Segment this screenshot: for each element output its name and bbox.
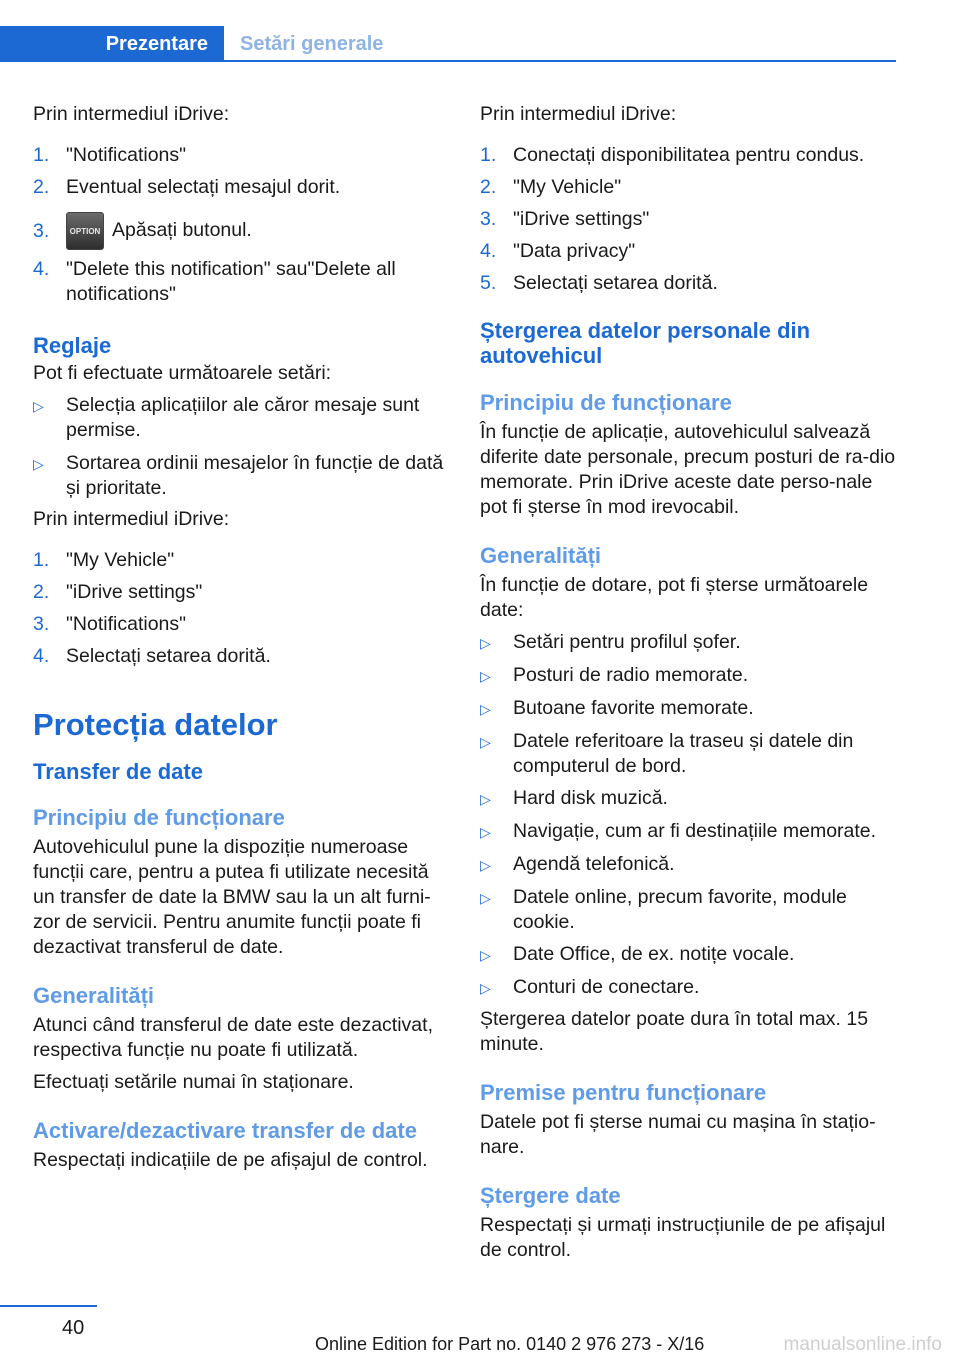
bullet-list bbox=[33, 393, 451, 501]
section-tab-prezentare[interactable]: Prezentare bbox=[0, 26, 224, 62]
triangle-bullet-icon: ▷ bbox=[480, 791, 491, 807]
subsection-heading: Generalități bbox=[480, 543, 602, 568]
body-text: Pot fi efectuate următoarele setări: bbox=[33, 362, 332, 384]
step-text: "My Vehicle" bbox=[66, 549, 175, 571]
list-item bbox=[480, 696, 898, 722]
triangle-bullet-icon: ▷ bbox=[480, 635, 491, 651]
subsection-heading: Generalități bbox=[33, 983, 155, 1008]
watermark: manualsonline.info bbox=[783, 1334, 942, 1355]
step-text: "Data privacy" bbox=[513, 240, 636, 262]
step-text: Selectați setarea dorită. bbox=[66, 645, 271, 667]
left-column bbox=[33, 102, 451, 1173]
subsection-heading: Principiu de funcționare bbox=[480, 390, 732, 415]
list-item bbox=[480, 975, 898, 1001]
intro-text: Prin intermediul iDrive: bbox=[33, 508, 230, 530]
list-item bbox=[480, 885, 898, 935]
list-item bbox=[480, 852, 898, 878]
list-item bbox=[33, 548, 451, 573]
subsection-heading: Activare/dezactivare transfer de date bbox=[33, 1118, 417, 1143]
step-text: Conectați disponibilitatea pentru condus. bbox=[513, 144, 865, 166]
step-text: Selectați setarea dorită. bbox=[513, 272, 718, 294]
list-item bbox=[33, 143, 451, 168]
step-number: 4. bbox=[480, 240, 497, 262]
triangle-bullet-icon: ▷ bbox=[33, 456, 44, 472]
list-item bbox=[480, 786, 898, 812]
list-item bbox=[33, 393, 451, 443]
list-item bbox=[480, 207, 898, 232]
option-button-icon: OPTION bbox=[66, 212, 104, 250]
edition-text: Online Edition for Part no. 0140 2 976 273 - X/16 bbox=[315, 1334, 705, 1354]
list-item bbox=[480, 143, 898, 168]
step-number: 3. bbox=[33, 219, 50, 242]
bullet-text: Butoane favorite memorate. bbox=[513, 697, 754, 719]
list-item bbox=[480, 175, 898, 200]
steps-list bbox=[480, 143, 898, 296]
triangle-bullet-icon: ▷ bbox=[480, 701, 491, 717]
triangle-bullet-icon: ▷ bbox=[480, 890, 491, 906]
list-item bbox=[480, 630, 898, 656]
page-header bbox=[0, 26, 896, 62]
list-item bbox=[33, 451, 451, 501]
intro-text: Prin intermediul iDrive: bbox=[480, 103, 677, 125]
step-text: Apăsați butonul. bbox=[112, 219, 252, 242]
triangle-bullet-icon: ▷ bbox=[480, 947, 491, 963]
bullet-text: Posturi de radio memorate. bbox=[513, 664, 749, 686]
triangle-bullet-icon: ▷ bbox=[480, 734, 491, 750]
triangle-bullet-icon: ▷ bbox=[480, 668, 491, 684]
list-item bbox=[480, 271, 898, 296]
bullet-text: Navigație, cum ar fi destinațiile memorate. bbox=[513, 820, 877, 842]
triangle-bullet-icon: ▷ bbox=[33, 398, 44, 414]
list-item bbox=[33, 644, 451, 669]
step-text: "Notifications" bbox=[66, 144, 187, 166]
list-item bbox=[480, 239, 898, 264]
triangle-bullet-icon: ▷ bbox=[480, 980, 491, 996]
list-item bbox=[33, 257, 451, 307]
body-text: Respectați și urmați instrucțiunile de pe afișajul de control. bbox=[480, 1214, 886, 1261]
list-item bbox=[33, 612, 451, 637]
section-heading: Ștergerea datelor personale din autovehicul bbox=[480, 318, 811, 368]
step-text: "Delete this notification" sau"Delete all notifications" bbox=[66, 258, 396, 305]
body-text: Datele pot fi șterse numai cu mașina în stațio-nare. bbox=[480, 1111, 876, 1158]
body-text: În funcție de aplicație, autovehiculul salvează diferite date personale, precum posturi de ra-dio memorate. Prin iDrive aceste date perso-nale pot fi șterse în mod irevocabil. bbox=[480, 421, 896, 518]
bullet-text: Selecția aplicațiilor ale căror mesaje sunt permise. bbox=[66, 394, 420, 441]
bullet-text: Hard disk muzică. bbox=[513, 787, 668, 809]
list-item bbox=[480, 663, 898, 689]
list-item bbox=[33, 175, 451, 200]
list-item bbox=[33, 212, 451, 250]
section-heading: Transfer de date bbox=[33, 759, 203, 784]
step-number: 3. bbox=[480, 208, 497, 230]
subsection-heading: Premise pentru funcționare bbox=[480, 1080, 767, 1105]
section-tab-setari-generale[interactable]: Setări generale bbox=[240, 32, 384, 55]
step-number: 1. bbox=[480, 144, 497, 166]
steps-list bbox=[33, 548, 451, 669]
step-number: 2. bbox=[33, 176, 50, 198]
right-column bbox=[480, 102, 898, 1263]
body-text: Respectați indicațiile de pe afișajul de control. bbox=[33, 1149, 428, 1171]
list-item bbox=[480, 819, 898, 845]
bullet-list bbox=[480, 630, 898, 1001]
bullet-text: Agendă telefonică. bbox=[513, 853, 675, 875]
bullet-text: Conturi de conectare. bbox=[513, 976, 700, 998]
bullet-text: Date Office, de ex. notițe vocale. bbox=[513, 943, 795, 965]
step-number: 2. bbox=[480, 176, 497, 198]
step-number: 4. bbox=[33, 645, 50, 667]
bullet-text: Setări pentru profilul șofer. bbox=[513, 631, 741, 653]
body-text: În funcție de dotare, pot fi șterse următoarele date: bbox=[480, 574, 869, 621]
step-number: 1. bbox=[33, 144, 50, 166]
steps-list bbox=[33, 143, 451, 307]
step-text: "Notifications" bbox=[66, 613, 187, 635]
step-number: 1. bbox=[33, 549, 50, 571]
body-text: Autovehiculul pune la dispoziție numeroase funcții care, pentru a putea fi utilizate necesită un transfer de date la BMW sau la un alt furni-zor de servicii. Pentru anumite funcții poate fi dezactivat transferul de date. bbox=[33, 836, 431, 958]
step-number: 2. bbox=[33, 581, 50, 603]
step-number: 5. bbox=[480, 272, 497, 294]
body-text: Atunci când transferul de date este dezactivat, respectiva funcție nu poate fi utilizată. bbox=[33, 1014, 433, 1061]
step-text: "iDrive settings" bbox=[513, 208, 650, 230]
triangle-bullet-icon: ▷ bbox=[480, 824, 491, 840]
subsection-heading: Principiu de funcționare bbox=[33, 805, 285, 830]
chapter-heading: Protecția datelor bbox=[33, 707, 278, 742]
list-item bbox=[480, 729, 898, 779]
triangle-bullet-icon: ▷ bbox=[480, 857, 491, 873]
list-item bbox=[33, 580, 451, 605]
section-heading: Reglaje bbox=[33, 333, 112, 358]
intro-text: Prin intermediul iDrive: bbox=[33, 103, 230, 125]
body-text: Ștergerea datelor poate dura în total max. 15 minute. bbox=[480, 1008, 869, 1055]
bullet-text: Datele online, precum favorite, module cookie. bbox=[513, 886, 847, 933]
step-number: 3. bbox=[33, 613, 50, 635]
page-number: 40 bbox=[62, 1317, 85, 1339]
list-item bbox=[480, 942, 898, 968]
step-number: 4. bbox=[33, 258, 50, 280]
subsection-heading: Ștergere date bbox=[480, 1183, 621, 1208]
footer-rule bbox=[0, 1305, 97, 1307]
step-text: Eventual selectați mesajul dorit. bbox=[66, 176, 341, 198]
bullet-text: Sortarea ordinii mesajelor în funcție de dată și prioritate. bbox=[66, 452, 444, 499]
body-text: Efectuați setările numai în staționare. bbox=[33, 1071, 354, 1093]
step-text: "My Vehicle" bbox=[513, 176, 622, 198]
step-text: "iDrive settings" bbox=[66, 581, 203, 603]
bullet-text: Datele referitoare la traseu și datele din computerul de bord. bbox=[513, 730, 854, 777]
